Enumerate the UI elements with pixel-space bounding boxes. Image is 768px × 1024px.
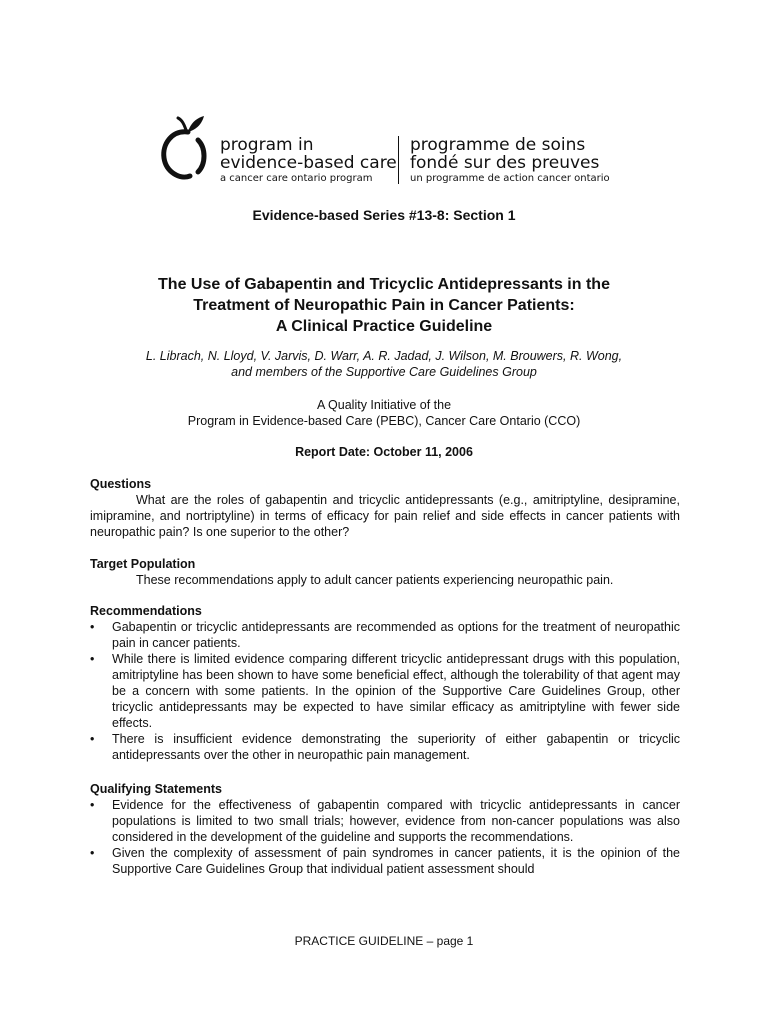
list-item (90, 651, 680, 731)
list-item (90, 731, 680, 763)
title-line-3: A Clinical Practice Guideline (275, 318, 493, 335)
target-population-text: These recommendations apply to adult cancer patients experiencing neuropathic pain. (136, 573, 614, 587)
recommendation-text: Gabapentin or tricyclic antidepressants are recommended as options for the treatment of neuropathic pain in cancer patients. (112, 620, 680, 650)
logo-fr-line-1: programme de soins (410, 135, 586, 155)
questions-text: What are the roles of gabapentin and tricyclic antidepressants (e.g., amitriptyline, desipramine, imipramine, and nortriptyline) in terms of efficacy for pain relief and side effects in cancer patients with neuropathic pain? Is one superior to the other? (90, 493, 680, 539)
apple-logo-icon (158, 110, 216, 190)
authors-line-1: L. Librach, N. Lloyd, V. Jarvis, D. Warr, A. R. Jadad, J. Wilson, M. Brouwers, R. Wong, (145, 349, 623, 363)
questions-section (90, 476, 680, 540)
qualifying-statements-section (90, 781, 680, 877)
title-line-2: Treatment of Neuropathic Pain in Cancer Patients: (193, 297, 575, 314)
logo-line-1: program in (220, 135, 314, 155)
qualifying-statement-text: Given the complexity of assessment of pain syndromes in cancer patients, it is the opinion of the Supportive Care Guidelines Group that individual patient assessment should (112, 846, 680, 876)
recommendations-heading: Recommendations (90, 604, 202, 618)
initiative-line-1: A Quality Initiative of the (316, 398, 452, 412)
series-heading: Evidence-based Series #13-8: Section 1 (252, 207, 516, 223)
recommendations-list (90, 619, 680, 763)
initiative-line-2: Program in Evidence-based Care (PEBC), Cancer Care Ontario (CCO) (187, 414, 581, 428)
qualifying-statements-list (90, 797, 680, 877)
report-date: Report Date: October 11, 2006 (295, 445, 473, 459)
list-item (90, 619, 680, 651)
page-footer: PRACTICE GUIDELINE – page 1 (294, 934, 474, 948)
qualifying-statement-text: Evidence for the effectiveness of gabapentin compared with tricyclic antidepressants in cancer populations is limited to two small trials; however, evidence from non-cancer populations was also considered in the development of the guideline and supports the recommendations. (112, 798, 680, 844)
logo-text-fr (410, 136, 630, 185)
logo-line-3: a cancer care ontario program (220, 173, 373, 184)
bullet-icon: • (90, 620, 95, 634)
recommendations-section (90, 603, 680, 763)
authors (0, 348, 768, 380)
target-population-section (90, 556, 680, 588)
questions-heading: Questions (90, 477, 152, 491)
qualifying-statements-heading: Qualifying Statements (90, 782, 222, 796)
recommendation-text: While there is limited evidence comparing different tricyclic antidepressant drugs with this population, amitriptyline has been shown to have some beneficial effect, although the tolerability of that agent may be a concern with some patients. In the opinion of the Supportive Care Guidelines Group, other tricyclic antidepressants may be expected to have similar efficacy as amitriptyline with fewer side effects. (112, 652, 680, 730)
list-item (90, 845, 680, 877)
logo-fr-line-3: un programme de action cancer ontario (410, 173, 610, 184)
document-title (0, 274, 768, 337)
bullet-icon: • (90, 652, 95, 666)
authors-line-2: and members of the Supportive Care Guidelines Group (231, 365, 537, 379)
logo-fr-line-2: fondé sur des preuves (410, 153, 600, 173)
title-line-1: The Use of Gabapentin and Tricyclic Antidepressants in the (158, 276, 610, 293)
list-item (90, 797, 680, 845)
bullet-icon: • (90, 846, 95, 860)
logo-divider (398, 136, 399, 184)
header-logo (158, 110, 618, 190)
initiative (0, 397, 768, 429)
target-population-heading: Target Population (90, 557, 196, 571)
recommendation-text: There is insufficient evidence demonstrating the superiority of either gabapentin or tricyclic antidepressants over the other in neuropathic pain management. (112, 732, 680, 762)
bullet-icon: • (90, 798, 95, 812)
logo-line-2: evidence-based care (220, 153, 397, 173)
bullet-icon: • (90, 732, 95, 746)
